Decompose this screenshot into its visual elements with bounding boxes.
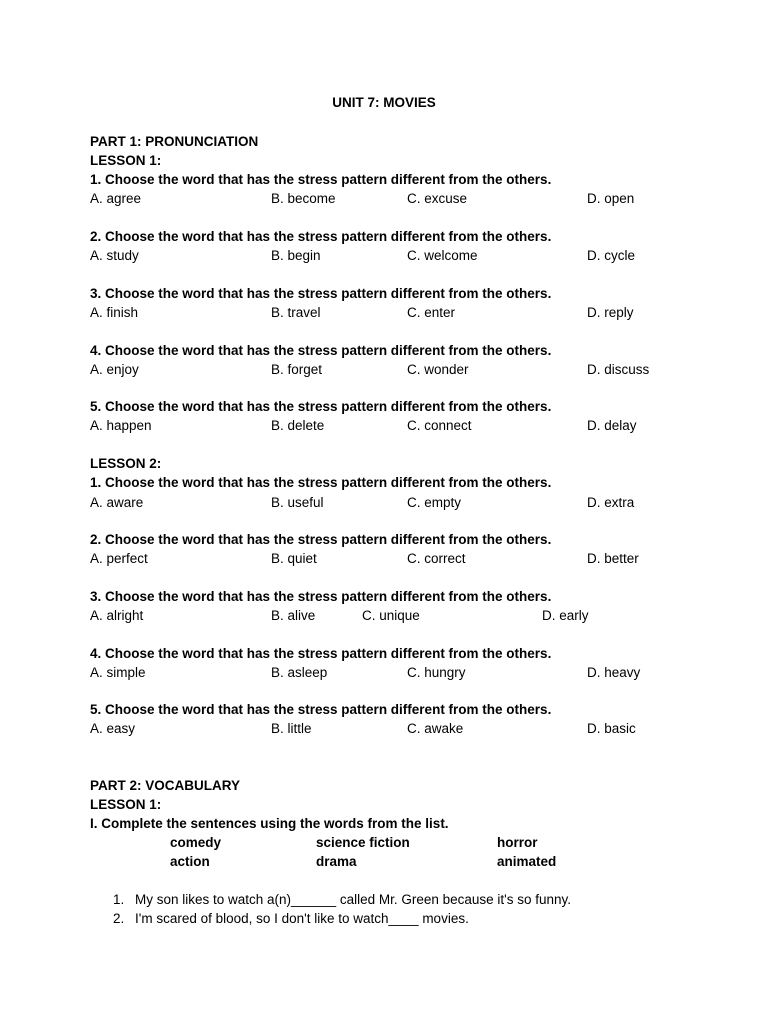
word-list-item: science fiction: [316, 835, 410, 850]
option-c: C. wonder: [407, 362, 469, 377]
question-text: 4. Choose the word that has the stress pattern different from the others.: [90, 343, 552, 358]
option-d: D. basic: [587, 721, 636, 736]
question-text: 4. Choose the word that has the stress pattern different from the others.: [90, 646, 552, 661]
option-d: D. heavy: [587, 665, 641, 680]
option-a: A. enjoy: [90, 362, 139, 377]
option-c: C. awake: [407, 721, 464, 736]
question-text: 5. Choose the word that has the stress pattern different from the others.: [90, 702, 552, 717]
option-c: C. unique: [362, 608, 420, 623]
option-b: B. delete: [271, 418, 325, 433]
word-list-item: animated: [497, 854, 557, 869]
question-text: 1. Choose the word that has the stress pattern different from the others.: [90, 172, 552, 187]
part2-lesson1-heading: LESSON 1:: [90, 797, 162, 812]
question-text: 3. Choose the word that has the stress pattern different from the others.: [90, 589, 552, 604]
option-d: D. discuss: [587, 362, 650, 377]
option-a: A. easy: [90, 721, 136, 736]
option-b: B. forget: [271, 362, 323, 377]
part1-heading: PART 1: PRONUNCIATION: [90, 134, 259, 149]
option-c: C. hungry: [407, 665, 466, 680]
question-text: 5. Choose the word that has the stress pattern different from the others.: [90, 399, 552, 414]
option-d: D. cycle: [587, 248, 636, 263]
option-a: A. perfect: [90, 551, 148, 566]
word-list-item: horror: [497, 835, 538, 850]
option-c: C. enter: [407, 305, 456, 320]
option-d: D. delay: [587, 418, 637, 433]
option-c: C. empty: [407, 495, 462, 510]
question-text: 3. Choose the word that has the stress pattern different from the others.: [90, 286, 552, 301]
option-a: A. alright: [90, 608, 144, 623]
option-b: B. useful: [271, 495, 324, 510]
page-title: UNIT 7: MOVIES: [332, 95, 436, 110]
option-b: B. asleep: [271, 665, 328, 680]
option-a: A. simple: [90, 665, 146, 680]
option-a: A. aware: [90, 495, 144, 510]
option-d: D. early: [542, 608, 589, 623]
question-text: 2. Choose the word that has the stress pattern different from the others.: [90, 532, 552, 547]
sentence-text: My son likes to watch a(n)______ called Mr. Green because it's so funny.: [135, 892, 572, 907]
option-c: C. excuse: [407, 191, 468, 206]
word-list-item: comedy: [170, 835, 222, 850]
option-d: D. open: [587, 191, 635, 206]
part1-lesson2-heading: LESSON 2:: [90, 456, 162, 471]
part1-lesson1-heading: LESSON 1:: [90, 153, 162, 168]
vocabulary-instruction: I. Complete the sentences using the words from the list.: [90, 816, 449, 831]
option-b: B. begin: [271, 248, 321, 263]
option-b: B. travel: [271, 305, 321, 320]
question-text: 2. Choose the word that has the stress pattern different from the others.: [90, 229, 552, 244]
option-c: C. connect: [407, 418, 472, 433]
option-a: A. happen: [90, 418, 152, 433]
option-b: B. quiet: [271, 551, 317, 566]
option-a: A. study: [90, 248, 139, 263]
option-b: B. become: [271, 191, 336, 206]
option-b: B. little: [271, 721, 312, 736]
word-list-item: action: [170, 854, 210, 869]
option-a: A. agree: [90, 191, 142, 206]
option-d: D. reply: [587, 305, 634, 320]
option-d: D. better: [587, 551, 639, 566]
sentence-number: 2.: [113, 911, 125, 926]
option-b: B. alive: [271, 608, 316, 623]
question-text: 1. Choose the word that has the stress pattern different from the others.: [90, 475, 552, 490]
sentence-number: 1.: [113, 892, 125, 907]
option-a: A. finish: [90, 305, 139, 320]
word-list-item: drama: [316, 854, 357, 869]
option-c: C. welcome: [407, 248, 478, 263]
option-c: C. correct: [407, 551, 466, 566]
part2-heading: PART 2: VOCABULARY: [90, 778, 241, 793]
option-d: D. extra: [587, 495, 635, 510]
sentence-text: I'm scared of blood, so I don't like to watch____ movies.: [135, 911, 469, 926]
